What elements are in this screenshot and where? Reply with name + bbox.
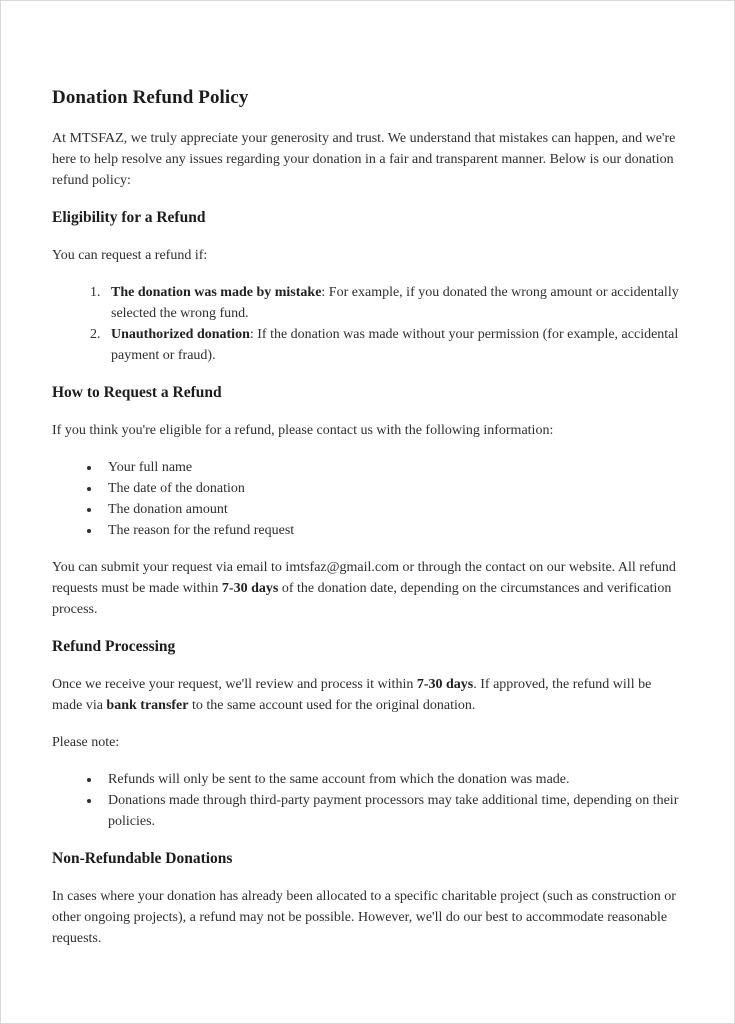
processing-bold-days: 7-30 days [416, 677, 474, 692]
page-title: Donation Refund Policy [52, 87, 249, 108]
list-item: • The reason for the refund request [101, 520, 683, 541]
submit-bold-days: 7-30 days [221, 581, 279, 596]
please-note-label: Please note: [52, 735, 120, 750]
eligibility-list [52, 282, 683, 366]
list-item: • The donation amount [101, 499, 683, 520]
notes-list [52, 769, 683, 832]
processing-text: Once we receive your request, we'll review and process it within [52, 677, 417, 692]
submit-text: of the donation date, depending on the circumstances and verification process. [52, 581, 672, 617]
list-item: • Refunds will only be sent to the same account from which the donation was made. [101, 769, 683, 790]
submit-text: You can submit your request via email to imtsfaz@gmail.com or through the contact on our website. All refund requests must be made within [52, 560, 676, 596]
list-item-term: Unauthorized donation [111, 327, 250, 342]
intro-paragraph: At MTSFAZ, we truly appreciate your generosity and trust. We understand that mistakes can happen, and we're here to help resolve any issues regarding your donation in a fair and transparent manner. Below is our donation refund policy: [52, 131, 676, 188]
eligibility-lead: You can request a refund if: [52, 248, 208, 263]
list-item: • Your full name [101, 457, 683, 478]
list-item: • Donations made through third-party payment processors may take additional time, depending on their policies. [101, 790, 683, 832]
list-item-desc: : If the donation was made without your permission (for example, accidental payment or fraud). [111, 327, 679, 363]
section-heading-non-refundable: Non-Refundable Donations [52, 850, 233, 867]
list-item: • The date of the donation [101, 478, 683, 499]
list-item [104, 282, 683, 324]
refund-processing-paragraph [52, 674, 683, 716]
section-heading-refund-processing: Refund Processing [52, 638, 176, 655]
list-item-desc: : For example, if you donated the wrong amount or accidentally selected the wrong fund. [111, 285, 679, 321]
list-item-term: The donation was made by mistake [111, 285, 322, 300]
section-heading-eligibility: Eligibility for a Refund [52, 209, 206, 226]
section-heading-how-to-request: How to Request a Refund [52, 384, 222, 401]
list-item [104, 324, 683, 366]
required-info-list [52, 457, 683, 541]
how-to-request-lead: If you think you're eligible for a refund, please contact us with the following information: [52, 423, 554, 438]
submit-request-paragraph [52, 557, 683, 620]
non-refundable-paragraph: In cases where your donation has already been allocated to a specific charitable project (such as construction or other ongoing projects), a refund may not be possible. However, we'll do our best to accommodate reasonable requests. [52, 889, 676, 946]
processing-bold-bank-transfer: bank transfer [106, 698, 189, 713]
processing-text: . If approved, the refund will be made via [52, 677, 652, 713]
processing-text: to the same account used for the original donation. [188, 698, 476, 713]
